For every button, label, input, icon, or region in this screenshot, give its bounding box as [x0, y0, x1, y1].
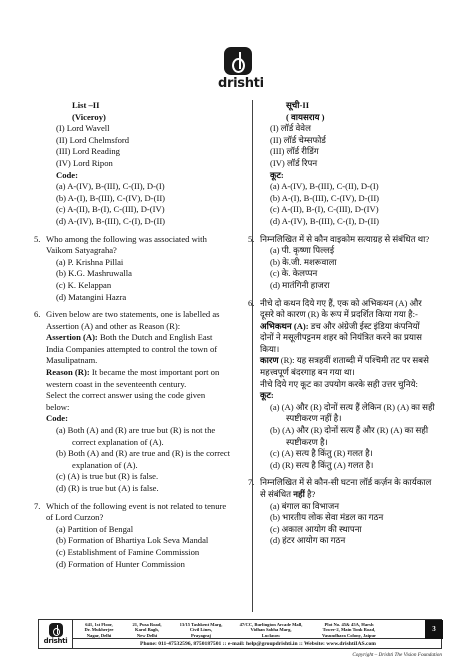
question-number: 6. [248, 297, 255, 308]
answer-option: (c) अकाल आयोग की स्थापना [270, 523, 362, 534]
answer-option-cont: correct explanation of (A). [72, 436, 164, 447]
answer-option: (d) (R) is true but (A) is false. [56, 483, 159, 493]
page-footer [38, 619, 442, 649]
answer-option: (d) हंटर आयोग का गठन [270, 535, 346, 546]
list-item: (I) लॉर्ड वेवेल [270, 123, 311, 134]
address-delhi-karol-bagh: 21, Pusa Road, Karol Bagh, New Delhi [132, 622, 162, 638]
code-option: (a) A-(IV), B-(III), C-(II), D-(I) [270, 181, 379, 192]
question-number: 7. [34, 500, 41, 511]
hindi-column [248, 100, 450, 547]
answer-option: (c) के. केलप्पन [270, 268, 318, 279]
answer-option: (c) K. Kelappan [56, 279, 112, 290]
answer-option-cont: स्पष्टीकरण है। [286, 436, 328, 447]
reason-line [46, 367, 242, 379]
question-text: दूसरे को कारण (R) के रूप में प्रदर्शित किया गया है:- [260, 309, 418, 320]
list-item: (III) Lord Reading [56, 146, 120, 157]
list-item: (IV) लॉर्ड रिपन [270, 157, 318, 168]
list-subtitle: ( वायसराय ) [286, 111, 325, 122]
question-text: निम्नलिखित में से कौन वाइकोम सत्याग्रह से संबंधित था? [260, 233, 430, 244]
brand-name: drishti [43, 637, 68, 645]
assertion-text: डच और अंग्रेजी ईस्ट इंडिया कंपनियों [308, 320, 420, 331]
question-text: है? [304, 489, 316, 499]
address-prayagraj: 13/15 Tashkent Marg, Civil Lines, Prayagraj [179, 622, 223, 638]
answer-option: (b) के.जी. मशरूवाला [270, 256, 337, 267]
question-text: Given below are two statements, one is labelled as [46, 309, 220, 320]
answer-option: (b) K.G. Mashruwalla [56, 268, 132, 279]
answer-option: (c) (A) सत्य है किंतु (R) गलत है। [270, 448, 373, 459]
question-number: 6. [34, 309, 41, 320]
question-7 [34, 500, 242, 571]
answer-option: (b) भारतीय लोक सेवा मंडल का गठन [270, 512, 384, 523]
answer-option: (a) (A) और (R) दोनों सत्य हैं लेकिन (R) (A) का सही [270, 401, 435, 412]
answer-option: (b) Both (A) and (R) are true and (R) is the correct [56, 448, 230, 459]
code-option: (b) A-(I), B-(III), C-(IV), D-(II) [56, 192, 166, 203]
address-row [73, 620, 443, 639]
reason-line [260, 355, 450, 367]
assertion-text: Both the Dutch and English East [97, 332, 213, 343]
code-label: कूट: [260, 390, 274, 401]
answer-option: (a) Both (A) and (R) are true but (R) is not the [56, 425, 216, 436]
list-item: (I) Lord Wavell [56, 123, 110, 134]
question-text: से संबंधित [260, 489, 294, 499]
code-label: Code: [56, 169, 78, 180]
list-item: (II) लॉर्ड चेम्सफोर्ड [270, 134, 326, 145]
address-delhi-mukherjee-nagar: 641, 1st Floor, Dr. Mukherjee Nagar, Delhi [84, 622, 114, 638]
reason-label: कारण [260, 355, 279, 366]
address-jaipur: Plot No. 45& 45A, Harsh Tower-2, Main Tonk Road, Vasundhara Colony, Jaipur [321, 622, 377, 638]
code-option: (d) A-(IV), B-(III), C-(I), D-(II) [56, 215, 166, 226]
answer-option: (c) (A) is true but (R) is false. [56, 471, 159, 482]
answer-option: (d) Matangini Hazra [56, 291, 127, 302]
question-text: Vaikom Satyagraha? [46, 245, 117, 256]
answer-option: (a) पी. कृष्णा पिल्लई [270, 245, 335, 256]
assertion-text: India Companies attempted to control the town of [46, 343, 218, 354]
assertion-text: किया। [260, 343, 280, 354]
footer-logo [39, 620, 73, 649]
code-option: (c) A-(II), B-(I), C-(III), D-(IV) [270, 204, 379, 215]
question-text-line2 [260, 489, 450, 501]
assertion-line [46, 332, 242, 344]
list-title: List –II [72, 100, 100, 110]
answer-option-cont: स्पष्टीकरण नहीं है। [286, 413, 342, 424]
reason-text: It became the most important port on [89, 367, 220, 378]
answer-option: (a) बंगाल का विभाजन [270, 500, 340, 511]
code-option: (a) A-(IV), B-(III), C-(II), D-(I) [56, 181, 165, 192]
code-label: कूट: [270, 169, 284, 180]
list-subtitle: (Viceroy) [72, 111, 106, 122]
question-text: निम्नलिखित में से कौन-सी घटना लॉर्ड कर्ज़न के कार्यकाल [260, 477, 432, 488]
reason-text: महत्त्वपूर्ण बंदरगाह बन गया था। [260, 367, 355, 378]
drishti-logo-icon [224, 47, 252, 75]
question-text: नीचे दो कथन दिये गए हैं, एक को अभिकथन (A) और [260, 297, 422, 308]
assertion-label: अभिकथन (A): [260, 320, 309, 331]
question-6 [248, 297, 450, 472]
question-7 [248, 477, 450, 547]
english-column [34, 100, 242, 570]
answer-option: (c) Establishment of Famine Commission [56, 546, 200, 557]
address-lucknow: 47/CC, Burlington Arcade Mall, Vidhan Sabha Marg, Lucknow [239, 622, 303, 638]
answer-option: (b) (A) और (R) दोनों सत्य हैं और (R) (A) का सही [270, 425, 429, 436]
code-option: (d) A-(IV), B-(III), C-(I), D-(II) [270, 215, 380, 226]
list-item: (IV) Lord Ripon [56, 157, 113, 168]
question-text: Which of the following event is not related to tenure [46, 500, 227, 511]
reason-label: Reason (R): [46, 367, 90, 378]
answer-option: (a) P. Krishna Pillai [56, 256, 124, 267]
answer-option: (d) Formation of Hunter Commission [56, 558, 185, 569]
question-5 [34, 233, 242, 304]
question-number: 5. [34, 233, 41, 244]
column-divider [252, 100, 253, 612]
question-text: of Lord Curzon? [46, 512, 104, 523]
assertion-text: दोनों ने मसूलीपट्टनम शहर को नियंत्रित करने का प्रयास [260, 332, 422, 343]
reason-text: (R): यह सत्रहवीं शताब्दी में पश्चिमी तट पर सबसे [278, 355, 429, 366]
instruction-text: Select the correct answer using the code given [46, 390, 206, 401]
answer-option: (b) Formation of Bhartiya Lok Seva Mandal [56, 535, 209, 546]
copyright: Copyright – Drishti The Vision Foundation [352, 652, 442, 658]
drishti-logo [218, 47, 264, 91]
question-6 [34, 309, 242, 495]
assertion-line [260, 321, 450, 333]
assertion-text: Masulipatnam. [46, 355, 98, 366]
code-option: (c) A-(II), B-(I), C-(III), D-(IV) [56, 204, 165, 215]
answer-option: (d) (R) सत्य है किंतु (A) गलत है। [270, 459, 374, 470]
question-5 [248, 233, 450, 292]
page-number: 3 [425, 620, 443, 639]
code-label: Code: [46, 413, 68, 424]
instruction-text: नीचे दिये गए कूट का उपयोग करके सही उत्तर चुनिये: [260, 378, 418, 389]
reason-text: western coast in the seventeenth century. [46, 378, 187, 389]
question-number: 5. [248, 233, 255, 244]
contact-info: Phone: 011-47532596, 8750187501 :: e-mail: help@groupdrishti.in :: Website: www.drishtiIAS.com [140, 641, 376, 647]
drishti-logo-icon [49, 623, 63, 637]
assertion-label: Assertion (A): [46, 332, 98, 343]
answer-option-cont: explanation of (A). [72, 459, 138, 470]
answer-option: (a) Partition of Bengal [56, 523, 134, 534]
question-emphasis: नहीं [293, 489, 305, 499]
answer-option: (d) मातंगिनी हाजरा [270, 279, 330, 290]
list-item: (II) Lord Chelmsford [56, 134, 130, 145]
question-text: Who among the following was associated with [46, 233, 207, 244]
instruction-text: below: [46, 401, 70, 412]
question-number: 7. [248, 477, 255, 488]
list-item: (III) लॉर्ड रीडिंग [270, 146, 319, 157]
question-text: Assertion (A) and other as Reason (R): [46, 320, 181, 331]
code-option: (b) A-(I), B-(III), C-(IV), D-(II) [270, 192, 380, 203]
list-title: सूची-II [286, 100, 310, 110]
brand-name: drishti [218, 76, 264, 91]
